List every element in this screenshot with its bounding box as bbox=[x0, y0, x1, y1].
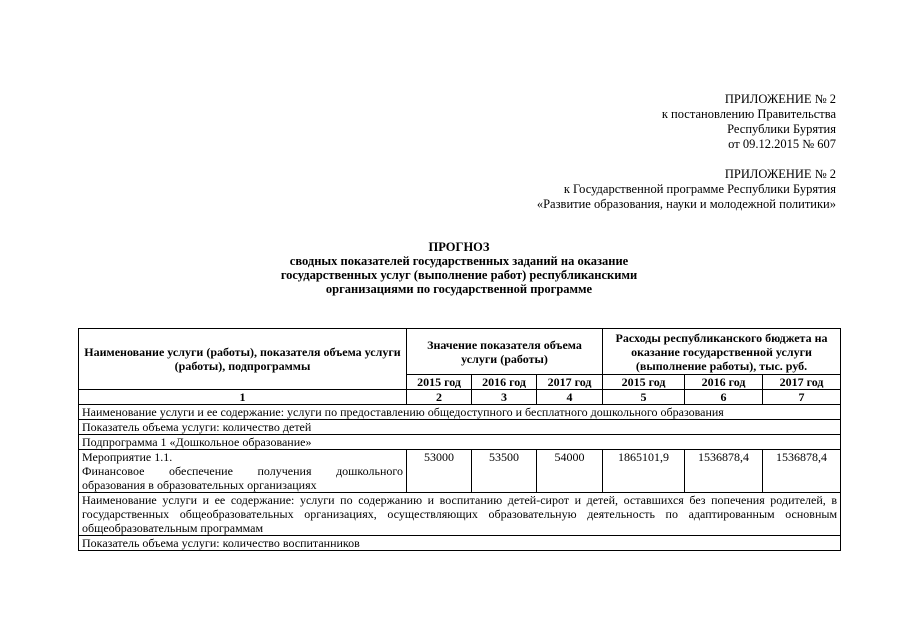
expense-cell: 1865101,9 bbox=[603, 450, 685, 493]
service-name-cell: Наименование услуги и ее содержание: услуги по содержанию и воспитанию детей-сирот и детей, оставшихся без попечения родителей, в государственных общеобразовательных организациях, осуществляющих образовательную деятельность по адаптированным основным общеобразовательным программам bbox=[79, 493, 841, 536]
subprogram-cell: Подпрограмма 1 «Дошкольное образование» bbox=[79, 435, 841, 450]
document-title bbox=[78, 240, 840, 296]
column-numbers-row bbox=[79, 390, 841, 405]
value-cell: 53500 bbox=[472, 450, 537, 493]
appendix-ref: «Развитие образования, науки и молодежной политики» bbox=[536, 197, 836, 211]
table-row bbox=[79, 493, 841, 536]
year-header: 2017 год bbox=[537, 375, 603, 390]
column-number: 3 bbox=[472, 390, 537, 405]
forecast-table bbox=[78, 328, 841, 551]
title-line: сводных показателей государственных заданий на оказание bbox=[289, 254, 629, 268]
title-line: ПРОГНОЗ bbox=[428, 240, 490, 254]
appendix-ref: Республики Бурятия bbox=[727, 122, 836, 136]
year-header: 2015 год bbox=[407, 375, 472, 390]
column-number: 6 bbox=[685, 390, 763, 405]
appendix-header-program bbox=[537, 167, 836, 212]
value-cell: 53000 bbox=[407, 450, 472, 493]
indicator-cell: Показатель объема услуги: количество детей bbox=[79, 420, 841, 435]
column-number: 7 bbox=[763, 390, 841, 405]
table-header-row bbox=[79, 329, 841, 375]
table-row bbox=[79, 405, 841, 420]
column-number: 5 bbox=[603, 390, 685, 405]
service-name-cell: Наименование услуги и ее содержание: услуги по предоставлению общедоступного и бесплатного дошкольного образования bbox=[79, 405, 841, 420]
column-number: 4 bbox=[537, 390, 603, 405]
appendix-label: ПРИЛОЖЕНИЕ № 2 bbox=[724, 167, 836, 181]
indicator-cell: Показатель объема услуги: количество воспитанников bbox=[79, 536, 841, 551]
table-row bbox=[79, 536, 841, 551]
year-header: 2016 год bbox=[685, 375, 763, 390]
appendix-date: от 09.12.2015 № 607 bbox=[728, 137, 836, 151]
year-header: 2016 год bbox=[472, 375, 537, 390]
measure-name-cell: Мероприятие 1.1. Финансовое обеспечение получения дошкольного образования в образовательных организациях bbox=[79, 450, 407, 493]
year-header: 2015 год bbox=[603, 375, 685, 390]
title-line: организациями по государственной программе bbox=[325, 282, 593, 296]
table-row bbox=[79, 420, 841, 435]
column-header-name: Наименование услуги (работы), показателя объема услуги (работы), подпрограммы bbox=[79, 329, 407, 390]
expense-cell: 1536878,4 bbox=[685, 450, 763, 493]
column-header-values: Значение показателя объема услуги (работы) bbox=[407, 329, 603, 375]
column-number: 2 bbox=[407, 390, 472, 405]
column-number: 1 bbox=[79, 390, 407, 405]
value-cell: 54000 bbox=[537, 450, 603, 493]
year-header: 2017 год bbox=[763, 375, 841, 390]
table-row bbox=[79, 450, 841, 493]
appendix-label: ПРИЛОЖЕНИЕ № 2 bbox=[724, 92, 836, 106]
column-header-expenses: Расходы республиканского бюджета на оказание государственной услуги (выполнение работы), тыс. руб. bbox=[603, 329, 841, 375]
expense-cell: 1536878,4 bbox=[763, 450, 841, 493]
appendix-ref: к Государственной программе Республики Бурятия bbox=[563, 182, 836, 196]
title-line: государственных услуг (выполнение работ) республиканскими bbox=[280, 268, 638, 282]
appendix-ref: к постановлению Правительства bbox=[661, 107, 836, 121]
appendix-header-resolution bbox=[662, 92, 836, 152]
table-row bbox=[79, 435, 841, 450]
